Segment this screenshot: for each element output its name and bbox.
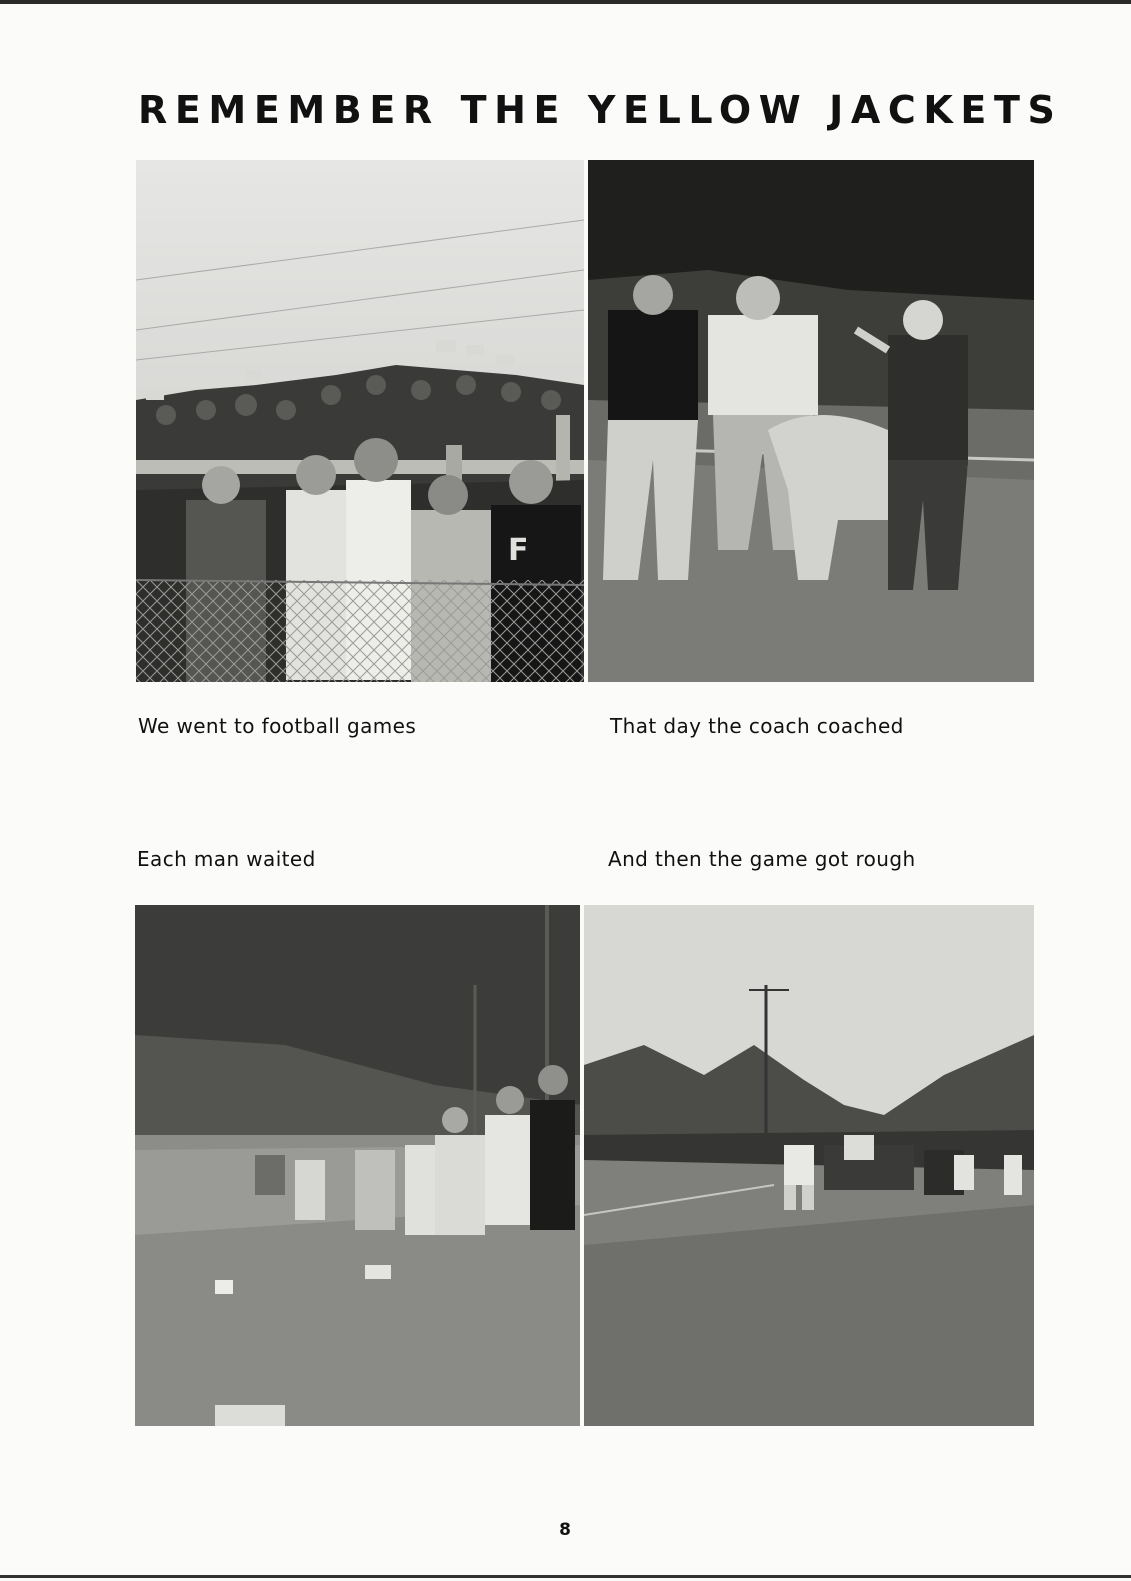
svg-text:F: F <box>508 533 529 568</box>
bottom-border <box>0 1575 1131 1578</box>
caption-game: And then the game got rough <box>608 847 916 871</box>
top-border <box>0 0 1131 4</box>
page-title: REMEMBER THE YELLOW JACKETS <box>138 88 1063 132</box>
photo-game <box>584 905 1034 1426</box>
caption-coach: That day the coach coached <box>610 714 904 738</box>
photo-coach <box>588 160 1034 682</box>
page-number: 8 <box>559 1520 571 1540</box>
caption-crowd: We went to football games <box>138 714 417 738</box>
photo-crowd <box>136 160 584 682</box>
photo-waiting <box>135 905 580 1426</box>
caption-waiting: Each man waited <box>137 847 316 871</box>
